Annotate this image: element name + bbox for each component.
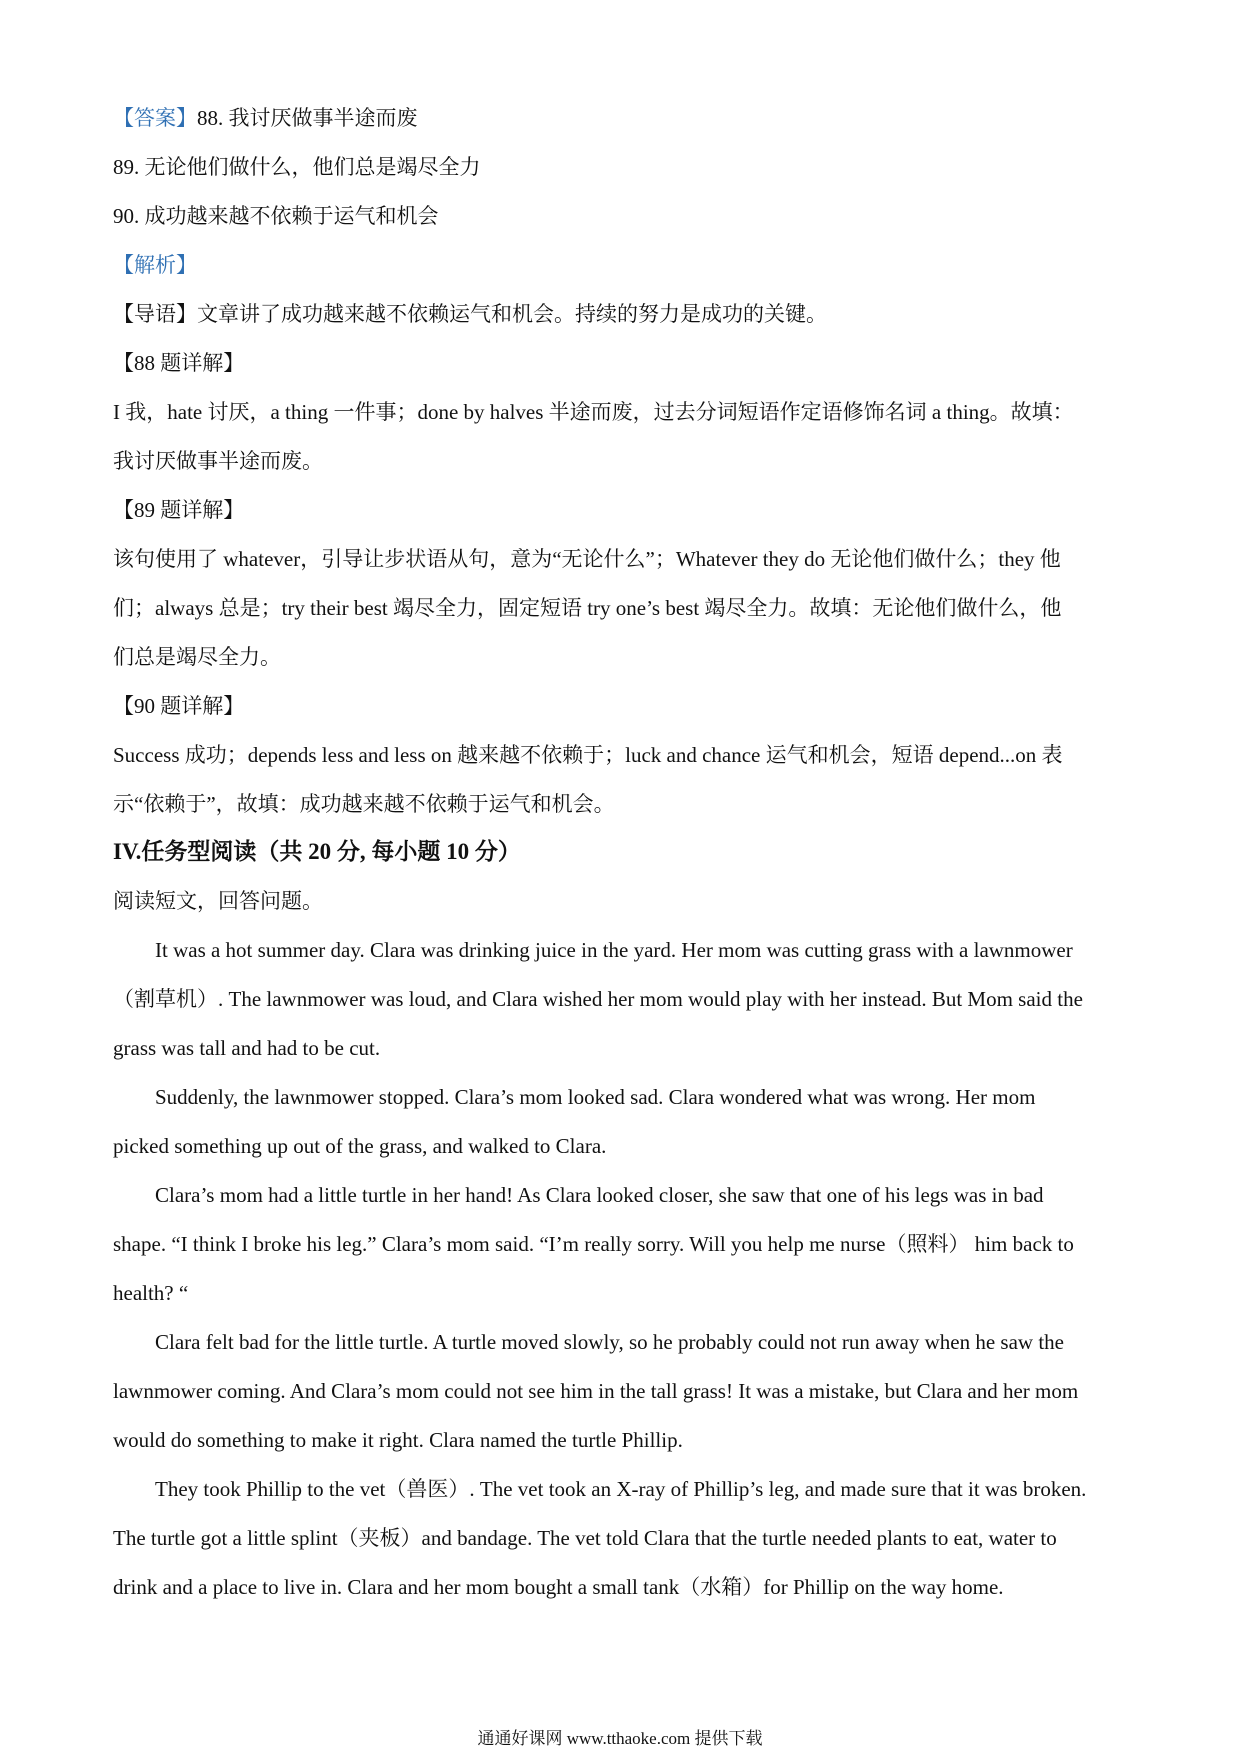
q88-title: 【88 题详解】 (113, 351, 245, 375)
q90-line-2: 示“依赖于”，故填：成功越来越不依赖于运气和机会。 (113, 792, 615, 816)
analysis-label: 【解析】 (113, 253, 197, 277)
q89-line-2: 们；always 总是；try their best 竭尽全力，固定短语 try one’s best 竭尽全力。故填：无论他们做什么，他 (113, 596, 1062, 620)
q89-title: 【89 题详解】 (113, 498, 245, 522)
passage-line-8: health? “ (113, 1281, 189, 1305)
passage-line-6: Clara’s mom had a little turtle in her hand! As Clara looked closer, she saw that one of his legs was in bad (155, 1183, 1044, 1207)
passage-line-3: grass was tall and had to be cut. (113, 1036, 381, 1060)
answer-89: 89. 无论他们做什么，他们总是竭尽全力 (113, 155, 481, 179)
passage-line-14: drink and a place to live in. Clara and her mom bought a small tank（水箱）for Phillip on the way home. (113, 1575, 1004, 1599)
page-footer: 通通好课网 www.tthaoke.com 提供下载 (477, 1729, 763, 1748)
passage-line-5: picked something up out of the grass, and walked to Clara. (113, 1134, 607, 1158)
passage-line-12: They took Phillip to the vet（兽医）. The vet took an X-ray of Phillip’s leg, and made sure that it was broken. (155, 1477, 1087, 1501)
answer-88: 88. 我讨厌做事半途而废 (197, 106, 418, 130)
passage-line-7: shape. “I think I broke his leg.” Clara’s mom said. “I’m really sorry. Will you help me nurse（照料） him back to (113, 1232, 1074, 1256)
q88-line-2: 我讨厌做事半途而废。 (113, 449, 323, 473)
section-heading: IV.任务型阅读（共 20 分, 每小题 10 分） (113, 839, 521, 864)
answer-90: 90. 成功越来越不依赖于运气和机会 (113, 204, 439, 228)
guide-text: 【导语】文章讲了成功越来越不依赖运气和机会。持续的努力是成功的关键。 (113, 302, 827, 326)
q90-title: 【90 题详解】 (113, 694, 245, 718)
passage-line-1: It was a hot summer day. Clara was drinking juice in the yard. Her mom was cutting grass with a lawnmower (155, 938, 1073, 962)
q90-line-1: Success 成功；depends less and less on 越来越不依赖于；luck and chance 运气和机会，短语 depend...on 表 (113, 743, 1063, 767)
passage-line-11: would do something to make it right. Clara named the turtle Phillip. (113, 1428, 683, 1452)
passage-line-4: Suddenly, the lawnmower stopped. Clara’s mom looked sad. Clara wondered what was wrong. Her mom (155, 1085, 1036, 1109)
answer-label: 【答案】 (113, 106, 197, 130)
q89-line-1: 该句使用了 whatever，引导让步状语从句，意为“无论什么”；Whatever they do 无论他们做什么；they 他 (113, 547, 1061, 571)
passage-line-10: lawnmower coming. And Clara’s mom could not see him in the tall grass! It was a mistake, but Clara and her mom (113, 1379, 1079, 1403)
q89-line-3: 们总是竭尽全力。 (113, 645, 281, 669)
q88-line-1: I 我，hate 讨厌，a thing 一件事；done by halves 半途而废，过去分词短语作定语修饰名词 a thing。故填： (113, 400, 1074, 424)
answer-88-line (113, 104, 1133, 132)
passage-line-9: Clara felt bad for the little turtle. A turtle moved slowly, so he probably could not run away when he saw the (155, 1330, 1064, 1354)
section-instruction: 阅读短文，回答问题。 (113, 889, 323, 913)
passage-line-2: （割草机）. The lawnmower was loud, and Clara wished her mom would play with her instead. But Mom said the (113, 987, 1083, 1011)
passage-line-13: The turtle got a little splint（夹板）and bandage. The vet told Clara that the turtle needed plants to eat, water to (113, 1526, 1057, 1550)
